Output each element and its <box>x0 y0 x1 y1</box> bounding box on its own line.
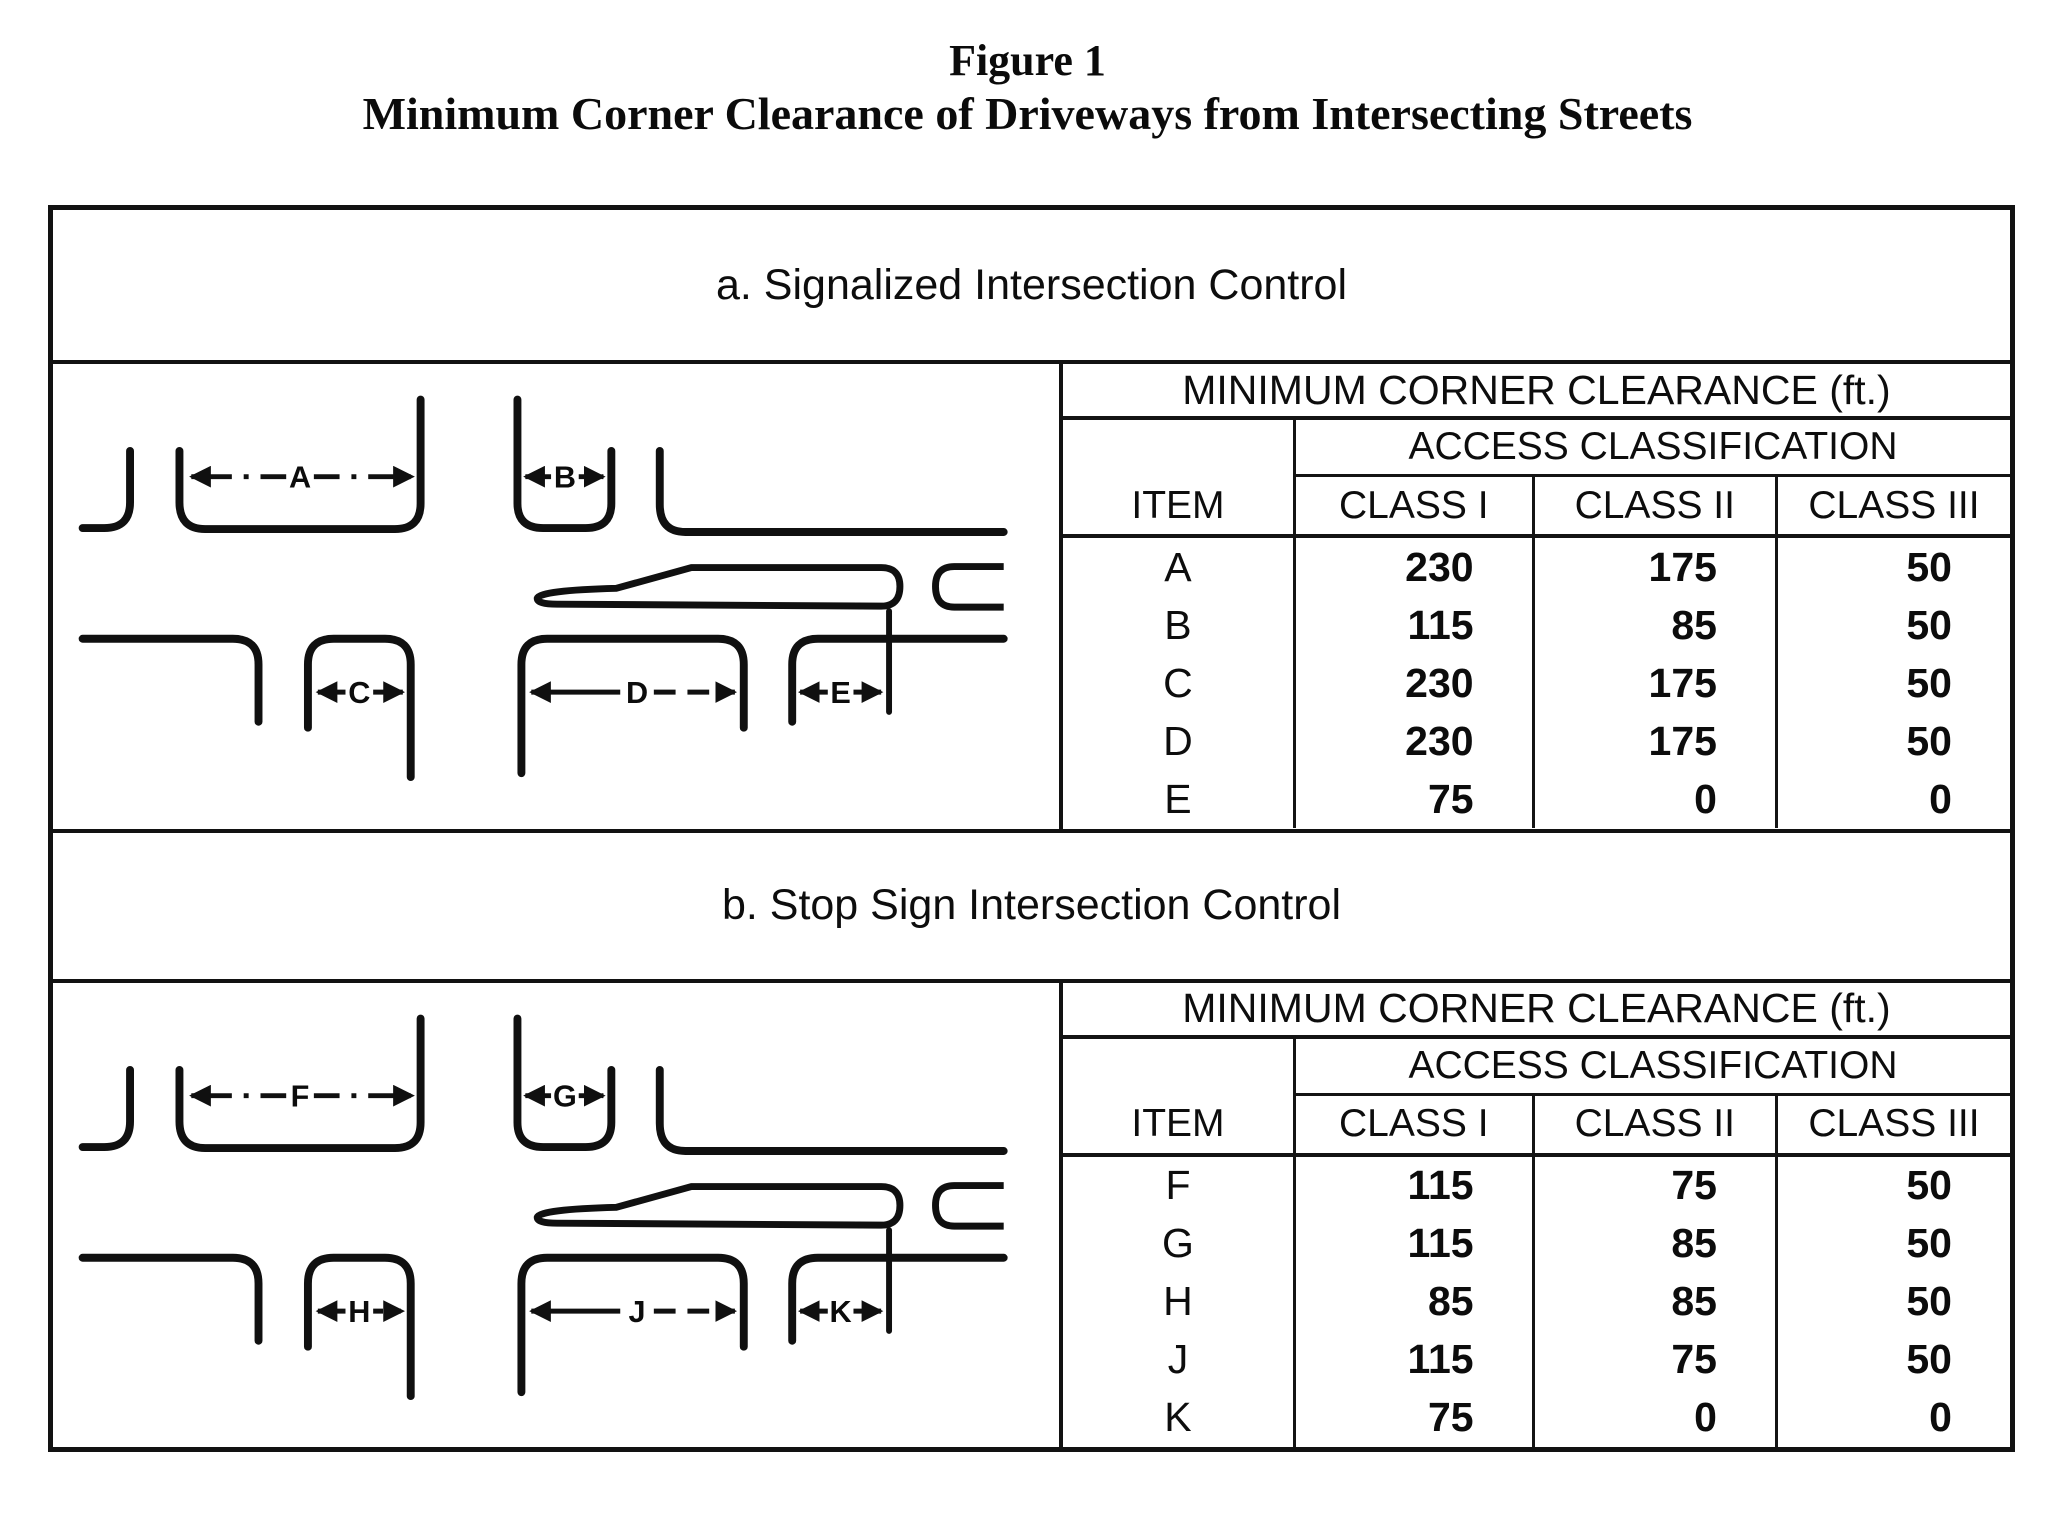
dim-label-c: C <box>348 675 371 710</box>
table-row-value: 115 <box>1296 596 1535 654</box>
curb-south-west-corner <box>83 1257 259 1340</box>
signalized-intersection-drawing <box>53 364 1059 829</box>
dim-label-d: D <box>625 675 649 710</box>
table-b-class3-header: CLASS III <box>1778 1096 2010 1157</box>
table-row-value: 85 <box>1535 1215 1778 1273</box>
table-row-value: 115 <box>1296 1331 1535 1389</box>
section-b-table <box>1059 983 2010 1448</box>
table-row-value: 0 <box>1535 770 1778 828</box>
figure-number: Figure 1 <box>949 36 1106 85</box>
table-row-value: 175 <box>1535 712 1778 770</box>
table-row-value: 85 <box>1535 1273 1778 1331</box>
figure-title <box>0 36 2055 142</box>
table-a-class3-header: CLASS III <box>1778 477 2010 538</box>
table-row-value: 175 <box>1535 654 1778 712</box>
curb-south-east <box>792 1257 1003 1340</box>
table-b-item-header: ITEM <box>1063 1096 1296 1157</box>
dim-label-b: B <box>553 460 576 495</box>
table-b-item-spacer <box>1063 1039 1296 1096</box>
table-b-title: MINIMUM CORNER CLEARANCE (ft.) <box>1063 983 2010 1039</box>
curb-north-left-stub <box>83 451 130 528</box>
table-b-group-header: ACCESS CLASSIFICATION <box>1296 1039 2010 1096</box>
section-a-content <box>53 364 2010 833</box>
table-a-item-header: ITEM <box>1063 477 1296 538</box>
curb-north-east <box>660 1069 1004 1150</box>
table-row-value: 50 <box>1906 601 1952 648</box>
table-a-item-spacer <box>1063 420 1296 477</box>
section-a-heading: a. Signalized Intersection Control <box>53 210 2010 364</box>
dim-label-g: G <box>552 1079 577 1114</box>
table-row-item: K <box>1063 1389 1296 1447</box>
section-b-content <box>53 983 2010 1448</box>
table-row-item: J <box>1063 1331 1296 1389</box>
dim-label-h: H <box>348 1294 371 1329</box>
table-row-value: 50 <box>1906 717 1952 764</box>
section-a-intersection-diagram <box>53 364 1059 829</box>
median-island <box>537 568 900 607</box>
table-row-item: E <box>1063 770 1296 828</box>
table-row-value: 85 <box>1535 596 1778 654</box>
table-row-value: 50 <box>1906 1336 1952 1383</box>
table-a-class1-header: CLASS I <box>1296 477 1535 538</box>
figure-box <box>48 205 2015 1452</box>
table-row-value: 230 <box>1296 538 1535 596</box>
table-b-class1-header: CLASS I <box>1296 1096 1535 1157</box>
table-row-item: D <box>1063 712 1296 770</box>
table-row-value: 230 <box>1296 712 1535 770</box>
table-row-value: 50 <box>1906 1162 1952 1209</box>
table-row-item: B <box>1063 596 1296 654</box>
table-row-value: 50 <box>1906 1278 1952 1325</box>
clearance-table-b <box>1063 983 2010 1448</box>
table-row-value: 50 <box>1906 543 1952 590</box>
dim-label-a: A <box>288 460 312 495</box>
section-b-intersection-diagram <box>53 983 1059 1448</box>
curb-north-east <box>660 451 1004 532</box>
table-a-class2-header: CLASS II <box>1535 477 1778 538</box>
stop-sign-intersection-drawing <box>53 983 1059 1448</box>
table-row-value: 0 <box>1929 1394 1952 1441</box>
table-row-value: 50 <box>1906 659 1952 706</box>
curb-north-left-stub <box>83 1069 130 1146</box>
median-island <box>537 1186 900 1225</box>
dim-label-k: K <box>829 1294 852 1329</box>
table-row-value: 230 <box>1296 654 1535 712</box>
table-a-title: MINIMUM CORNER CLEARANCE (ft.) <box>1063 364 2010 420</box>
table-row-value: 175 <box>1535 538 1778 596</box>
table-row-item: G <box>1063 1215 1296 1273</box>
table-row-value: 85 <box>1296 1273 1535 1331</box>
table-b-class2-header: CLASS II <box>1535 1096 1778 1157</box>
curb-south-east <box>792 639 1003 722</box>
table-a-group-header: ACCESS CLASSIFICATION <box>1296 420 2010 477</box>
clearance-table-a <box>1063 364 2010 829</box>
table-row-item: A <box>1063 538 1296 596</box>
curb-south-west-corner <box>83 639 259 722</box>
median-east-piece <box>936 567 1004 608</box>
table-row-value: 75 <box>1296 1389 1535 1447</box>
table-row-item: F <box>1063 1157 1296 1215</box>
table-row-value: 115 <box>1296 1157 1535 1215</box>
table-row-value: 50 <box>1906 1220 1952 1267</box>
dim-label-j: J <box>628 1294 646 1329</box>
table-row-item: H <box>1063 1273 1296 1331</box>
section-a-table <box>1059 364 2010 829</box>
dim-label-e: E <box>830 675 851 710</box>
table-row-value: 115 <box>1296 1215 1535 1273</box>
table-row-item: C <box>1063 654 1296 712</box>
table-row-value: 0 <box>1929 775 1952 822</box>
dim-label-f: F <box>290 1079 310 1114</box>
table-row-value: 0 <box>1535 1389 1778 1447</box>
median-east-piece <box>936 1185 1004 1226</box>
table-row-value: 75 <box>1535 1157 1778 1215</box>
table-row-value: 75 <box>1296 770 1535 828</box>
table-row-value: 75 <box>1535 1331 1778 1389</box>
figure-caption: Minimum Corner Clearance of Driveways from Intersecting Streets <box>362 88 1693 139</box>
section-b-heading: b. Stop Sign Intersection Control <box>53 833 2010 983</box>
